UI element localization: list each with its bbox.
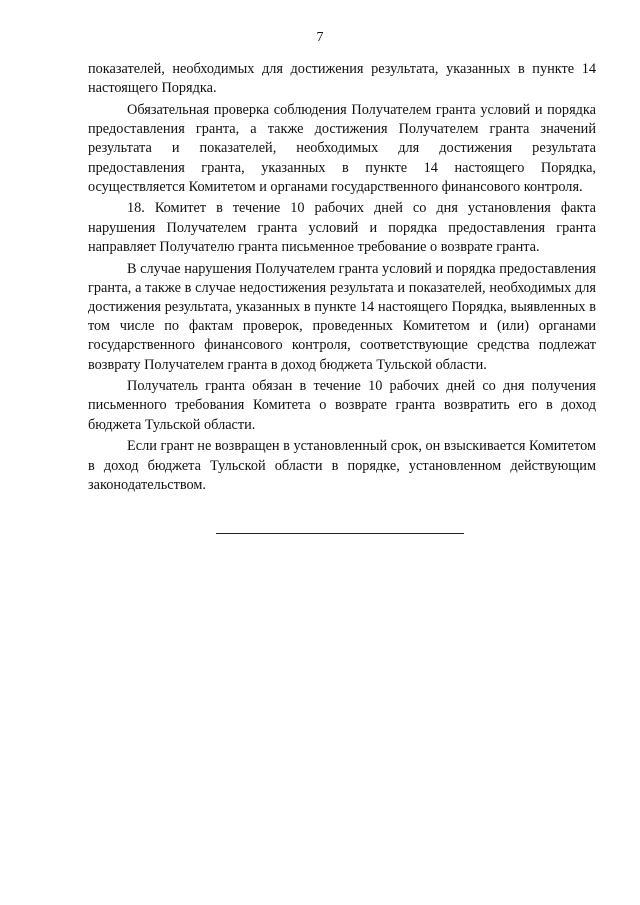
paragraph-violation-case: В случае нарушения Получателем гранта условий и порядка предоставления гранта, а также в случае недостижения результата и показателей, необходимых для достижения результата, указанных в пункте 14 настоящего Порядка, выявленных в том числе по фактам проверок, проведенных Комитетом и (или) органами государственного финансового контроля, соответствующие средства подлежат возврату Получателем гранта в доход бюджета Тульской области. bbox=[88, 260, 596, 373]
paragraph-item-18: 18. Комитет в течение 10 рабочих дней со дня установления факта нарушения Получателем гранта условий и порядка предоставления гранта направляет Получателю гранта письменное требование о возврате гранта. bbox=[88, 200, 596, 255]
paragraph-continuation: показателей, необходимых для достижения результата, указанных в пункте 14 настоящего Порядка. bbox=[88, 61, 596, 97]
paragraph-recovery: Если грант не возвращен в установленный срок, он взыскивается Комитетом в доход бюджета Тульской области в порядке, установленном действующим законодательством. bbox=[88, 438, 596, 493]
page-number: 7 bbox=[316, 30, 324, 45]
closing-divider bbox=[216, 533, 464, 534]
paragraph-mandatory-check: Обязательная проверка соблюдения Получателем гранта условий и порядка предоставления гранта, а также достижения Получателем гранта значений результата и показателей, необходимых для достижения результата предоставления гранта, указанных в пункте 14 настоящего Порядка, осуществляется Комитетом и органами государственного финансового контроля. bbox=[88, 101, 596, 195]
document-body bbox=[88, 60, 596, 497]
paragraph-return-obligation: Получатель гранта обязан в течение 10 рабочих дней со дня получения письменного требования Комитета о возврате гранта возвратить его в доход бюджета Тульской области. bbox=[88, 378, 596, 433]
